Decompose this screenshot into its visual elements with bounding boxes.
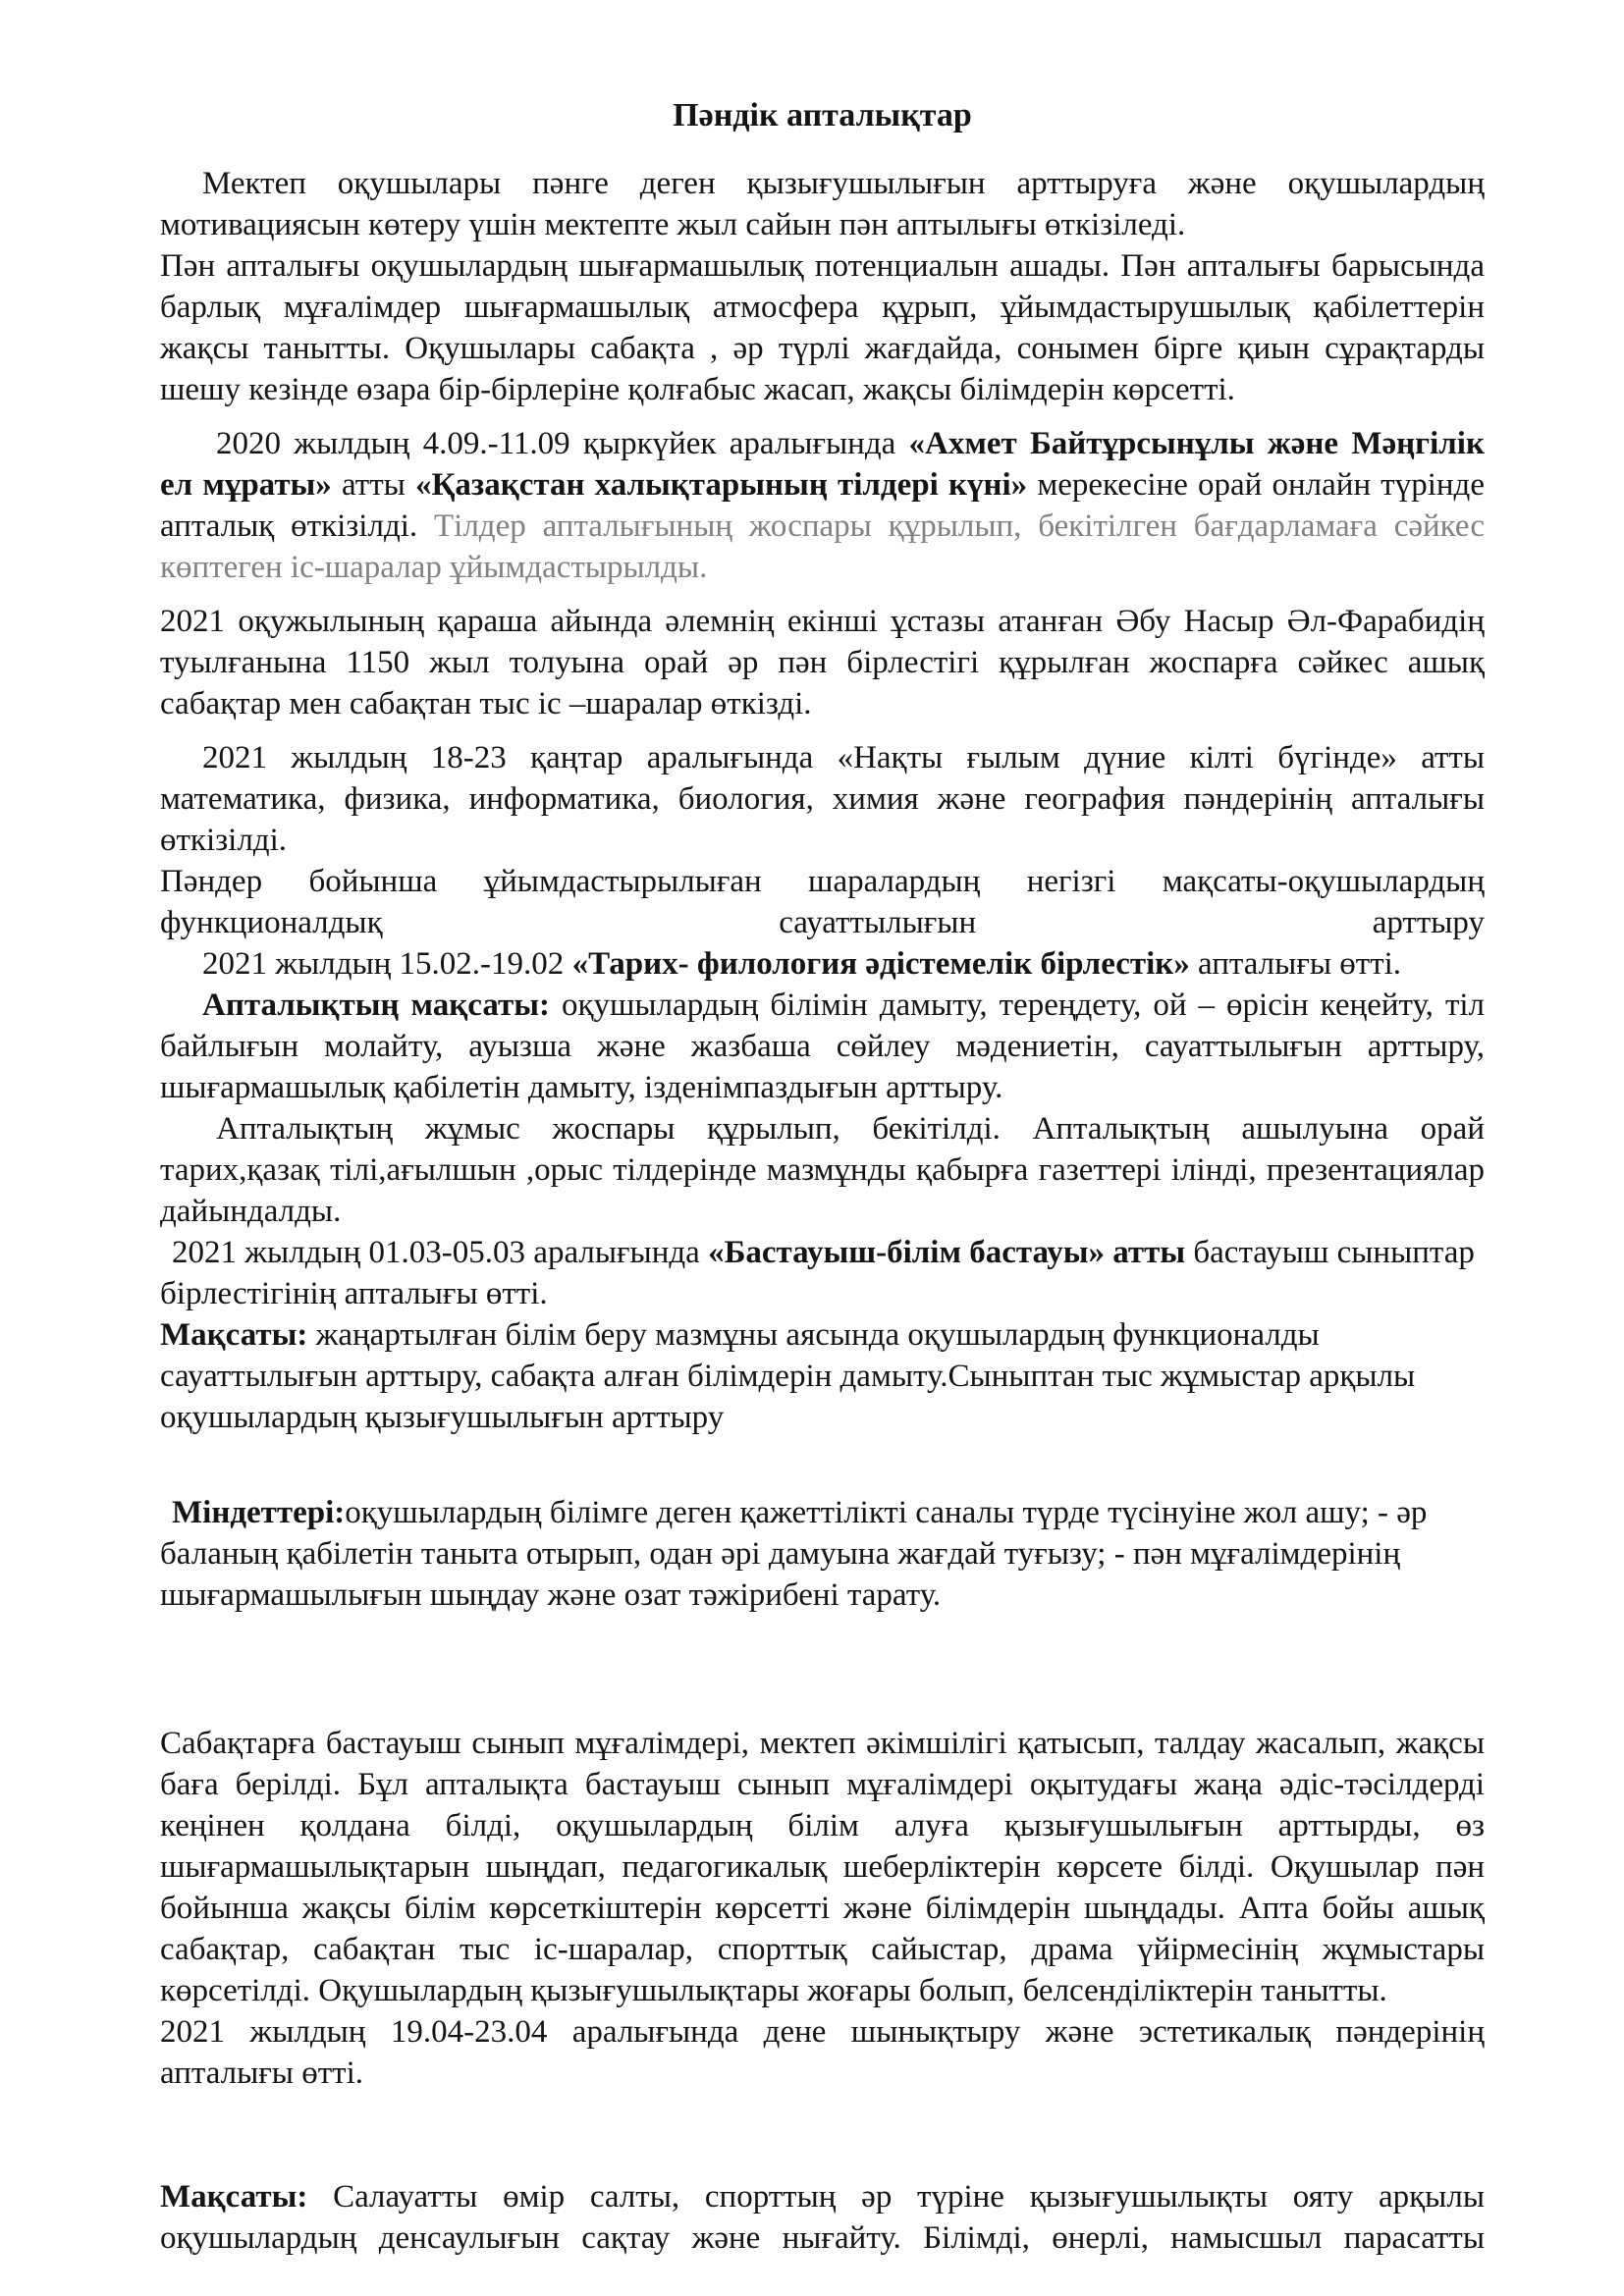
text-run: 2021 оқужылының қараша айында әлемнің екінші ұстазы атанған Әбу Насыр Әл-Фарабидің туылғанына 1150 жыл толуына орай әр пән бірлестігі құрылған жоспарға сәйкес ашық сабақтар мен сабақтан тыс іс –шаралар өткізді.: [160, 604, 1485, 721]
text-run: «Бастауыш-білім бастауы» атты: [708, 1235, 1186, 1270]
text-run: оқушылардың білімін дамыту, тереңдету, ой – өрісін кеңейту, тіл байлығын молайту, ауызша және жазбаша сөйлеу мәдениетін, сауаттылығын арттыру, шығармашылық қабілетін дамыту, ізденімпаздығын арттыру.: [160, 988, 1485, 1105]
document-body: [160, 163, 1485, 2259]
text-run: «Қазақстан халықтарының тілдері күні»: [415, 467, 1028, 503]
text-run: Мектеп оқушылары пәнге деген қызығушылығын арттыруға және оқушылардың мотивациясын көтеру үшін мектепте жыл сайын пән аптылығы өткізіледі.: [160, 166, 1485, 242]
text-run: оқушылардың білімге деген қажеттілікті саналы түрде түсінуіне жол ашу; - әр баланың қабілетін таныта отырып, одан әрі дамуына жағдай туғызу; - пән мұғалімдерінің шығармашылығын шыңдау және озат тәжірибені тарату.: [160, 1495, 1428, 1613]
paragraph: [160, 737, 1485, 861]
text-run: Пән апталығы оқушылардың шығармашылық потенциалын ашады. Пән апталығы барысында барлық мұғалімдер шығармашылық атмосфера құрып, ұйымдастырушылық қабілеттерін жақсы танытты. Оқушылары сабақта , әр түрлі жағдайда, сонымен бірге қиын сұрақтарды шешу кезінде өзара бір-бірлеріне қолғабыс жасап, жақсы білімдерін көрсетті.: [160, 248, 1485, 407]
text-run: Пәндер бойынша ұйымдастырылыған шаралардың негізгі мақсаты-оқушылардың функционалдық сауаттылығын арттыру: [160, 864, 1485, 940]
document-title: Пәндік апталықтар: [673, 97, 972, 133]
text-run: 2021 жылдың 01.03-05.03 аралығында: [172, 1235, 709, 1270]
text-run: Міндеттері:: [172, 1495, 346, 1530]
text-run: Тілдер апталығының жоспары құрылып, бекітілген бағдарламаға сәйкес көптеген іс-шаралар ұйымдастырылды.: [160, 508, 1485, 585]
paragraph: [160, 985, 1485, 1108]
text-run: Апталықтың мақсаты:: [202, 988, 550, 1023]
text-run: «Ахмет Байтұрсынұлы және Мәңгілік ел мұраты»: [160, 426, 1485, 503]
empty-paragraph: [160, 2135, 1485, 2176]
paragraph: [160, 601, 1485, 724]
paragraph: [160, 423, 1485, 588]
paragraph: [160, 2011, 1485, 2094]
paragraph: [160, 1232, 1485, 1314]
text-run: жаңартылған білім беру мазмұны аясында оқушылардың функционалды сауаттылығын арттыру, сабақта алған білімдерін дамыту.Сыныптан тыс жұмыстар арқылы оқушылардың қызығушылығын арттыру: [160, 1317, 1416, 1435]
empty-paragraph: [160, 1451, 1485, 1492]
text-run: Апталықтың жұмыс жоспары құрылып, бекітілді. Апталықтың ашылуына орай тарих,қазақ тілі,ағылшын ,орыс тілдерінде мазмұнды қабырға газеттері ілінді, презентациялар дайындалды.: [160, 1111, 1485, 1229]
text-run: Сабақтарға бастауыш сынып мұғалімдері, мектеп әкімшілігі қатысып, талдау жасалып, жақсы баға берілді. Бұл апталықта бастауыш сынып мұғалімдері оқытудағы жаңа әдіс-тәсілдерді кеңінен қолдана білді, оқушылардың білім алуға қызығушылығын арттырды, өз шығармашылықтарын шыңдап, педагогикалық шеберліктерін көрсете білді. Оқушылар пән бойынша жақсы білім көрсеткіштерін көрсетті және білімдерін шыңдады. Апта бойы ашық сабақтар, сабақтан тыс іс-шаралар, спорттық сайыстар, драма үйірмесінің жұмыстары көрсетілді. Оқушылардың қызығушылықтары жоғары болып, белсенділіктерін танытты.: [160, 1726, 1485, 2008]
text-run: мерекесіне орай онлайн түрінде апталық өткізілді.: [160, 467, 1485, 544]
text-run: 2021 жылдың 15.02.-19.02: [202, 946, 572, 982]
paragraph: [160, 163, 1485, 245]
paragraph: [160, 1492, 1485, 1616]
text-run: 2020 жылдың 4.09.-11.09 қыркүйек аралығында: [216, 426, 909, 461]
text-run: «Тарих- филология әдістемелік бірлестік»: [571, 946, 1190, 982]
text-run: апталығы өтті.: [1189, 946, 1402, 982]
paragraph: [160, 943, 1485, 985]
empty-paragraph: [160, 2094, 1485, 2135]
empty-paragraph: [160, 1616, 1485, 1657]
text-run: 2021 жылдың 18-23 қаңтар аралығында «Нақты ғылым дүние кілті бүгінде» атты математика, физика, информатика, биология, химия және география пәндерінің апталығы өткізілді.: [160, 740, 1485, 858]
paragraph: [160, 1314, 1485, 1438]
text-run: бастауыш сыныптар бірлестігінің апталығы өтті.: [160, 1235, 1475, 1311]
empty-paragraph: [160, 1682, 1485, 1723]
paragraph: [160, 245, 1485, 410]
text-run: Салауатты өмір салты, спорттың әр түріне қызығушылықты ояту арқылы оқушылардың денсаулығын сақтау және нығайту. Білімді, өнерлі, намысшыл парасатты: [160, 2179, 1485, 2256]
paragraph: [160, 861, 1485, 943]
text-run: 2021 жылдың 19.04-23.04 аралығында дене шынықтыру және эстетикалық пәндерінің апталығы өтті.: [160, 2014, 1485, 2091]
text-run: Мақсаты:: [160, 2179, 308, 2215]
text-run: атты: [331, 467, 415, 503]
paragraph: [160, 1108, 1485, 1232]
text-run: Мақсаты:: [160, 1317, 308, 1353]
paragraph: [160, 1723, 1485, 2011]
paragraph: [160, 2176, 1485, 2259]
